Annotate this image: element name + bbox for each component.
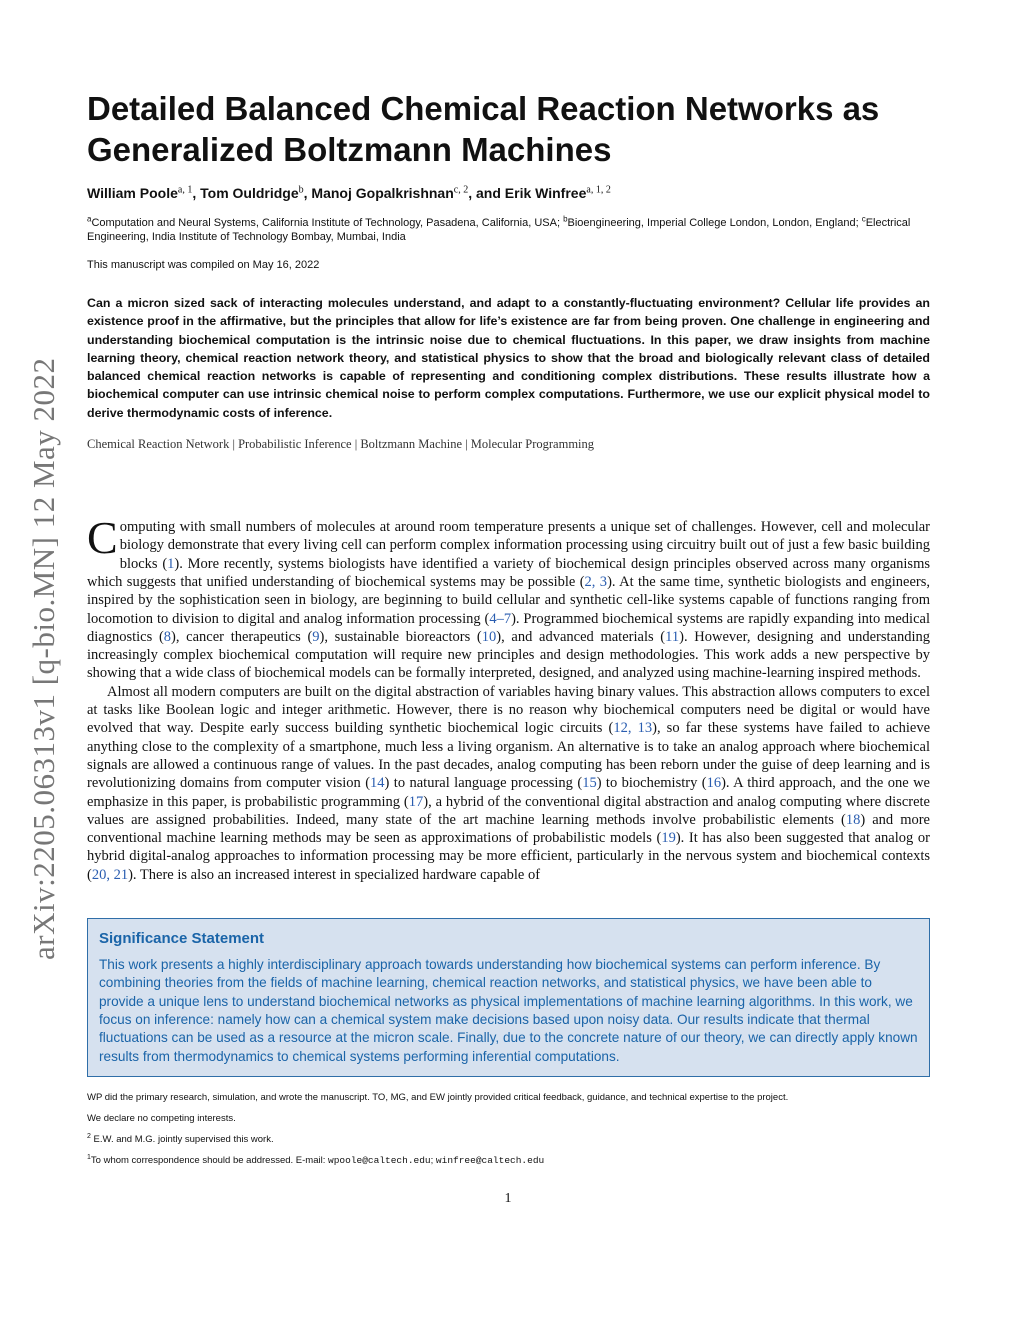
footnote-text: E.W. and M.G. jointly supervised this work. bbox=[90, 1133, 274, 1145]
body-text-run: ) to biochemistry ( bbox=[596, 775, 707, 792]
author-affiliation-mark: a, 1, 2 bbox=[586, 184, 611, 196]
body-text-run: ). More recently, systems biologists have identified a variety of biochemical design principles observed across many organisms which suggests that unified understanding of biochemical systems may be possible ( bbox=[87, 555, 930, 590]
body-text bbox=[87, 512, 931, 884]
body-text-run: ) to natural language processing ( bbox=[384, 775, 583, 792]
abstract: Can a micron sized sack of interacting molecules understand, and adapt to a constantly-fluctuating environment? Cellular life provides an existence proof in the affirmative, but the principles that allow for life’s existence are far from being proven. One challenge in engineering and understanding biochemical computation is the intrinsic noise due to chemical fluctuations. In this paper, we draw insights from machine learning theory, chemical reaction network theory, and statistical physics to show that the broad and biologically relevant class of detailed balanced chemical reaction networks is capable of representing and conditioning complex distributions. These results illustrate how a biochemical computer can use intrinsic chemical noise to perform complex computations. Furthermore, we use our explicit physical model to derive thermodynamic costs of inference. bbox=[87, 296, 930, 420]
body-text-run: ). A third approach, and the one we emphasize in this paper, is probabilistic programming ( bbox=[87, 775, 930, 810]
footnote-text: To whom correspondence should be addressed. E-mail: bbox=[90, 1154, 329, 1166]
author-name: Tom Ouldridge bbox=[200, 185, 299, 201]
affiliation: Computation and Neural Systems, California Institute of Technology, Pasadena, California, USA; bbox=[91, 217, 564, 229]
drop-cap: C bbox=[87, 512, 118, 564]
author-name: Erik Winfree bbox=[504, 185, 587, 201]
citation-link[interactable]: 10 bbox=[481, 628, 497, 645]
citation-link[interactable]: 11 bbox=[665, 628, 680, 645]
body-text-run: ), sustainable bioreactors ( bbox=[319, 628, 482, 645]
author-name: Manoj Gopalkrishnan bbox=[311, 185, 454, 201]
compiled-date: This manuscript was compiled on May 16, 2022 bbox=[87, 259, 320, 271]
body-text-run: ). Programmed biochemical systems are rapidly expanding into medical diagnostics ( bbox=[87, 610, 930, 645]
body-text-run: ), so far these systems have failed to achieve anything close to the complexity of a smartphone, much less a living organism. An alternative is to take an analog approach where biochemical signals are allowed a continuous range of values. In the past decades, analog computing has been reborn under the guise of deep learning and is revolutionizing domains from computer vision ( bbox=[87, 720, 931, 792]
citation-link[interactable]: 1 bbox=[167, 555, 175, 572]
arxiv-identifier-sidebar: arXiv:2205.06313v1 [q-bio.MN] 12 May 2022 bbox=[26, 357, 61, 960]
body-text-run: ). At the same time, synthetic biologists and engineers, inspired by the sophistication seen in biology, are beginning to build cellular and synthetic cell-like systems capable of functions ranging from locomotion to division to digital and analog information processing ( bbox=[87, 573, 930, 627]
affiliation-mark: c bbox=[861, 214, 866, 224]
body-text-run: ). However, designing and understanding increasingly complex biochemical computation will require new principles and design methodologies. This work adds a new perspective by showing that a wide class of biochemical models can be formally interpreted, designed, and analyzed using machine-learning inspired methods. bbox=[87, 628, 931, 682]
citation-link[interactable]: 18 bbox=[845, 811, 861, 828]
paper-title: Detailed Balanced Chemical Reaction Networks as Generalized Boltzmann Machines bbox=[87, 90, 880, 168]
body-text-run: ), and advanced materials ( bbox=[496, 628, 666, 645]
paragraph-text bbox=[87, 684, 930, 883]
citation-link[interactable]: 17 bbox=[408, 793, 424, 810]
citation-link[interactable]: 12, 13 bbox=[613, 720, 653, 737]
page-number: 1 bbox=[504, 1190, 512, 1206]
author-affiliation-mark: c, 2 bbox=[453, 184, 469, 196]
significance-statement-box bbox=[87, 918, 930, 1077]
body-text-run: ) and more conventional machine learning methods may be seen as approximations of probabilistic models ( bbox=[87, 811, 930, 847]
keywords: Chemical Reaction Network | Probabilistic Inference | Boltzmann Machine | Molecular Programming bbox=[87, 437, 595, 452]
significance-heading: Significance Statement bbox=[99, 930, 265, 948]
footnote-2 bbox=[87, 1133, 930, 1146]
paragraph-text bbox=[87, 512, 931, 682]
citation-link[interactable]: 2, 3 bbox=[584, 573, 608, 590]
body-text-run: Almost all modern computers are built on the digital abstraction of variables having binary values. This abstraction allows computers to excel at tasks like Boolean logic and integer arithmetic. However, there is no reason why biochemical computers need be digital or would have evolved that way. Despite early success building synthetic biochemical logic circuits ( bbox=[87, 683, 930, 737]
citation-link[interactable]: 9 bbox=[312, 628, 320, 645]
citation-link[interactable]: 19 bbox=[661, 830, 676, 847]
author-separator: , and bbox=[468, 185, 505, 201]
body-text-run: ), a hybrid of the conventional digital abstraction and analog computing where discrete values are assigned probabilities. Indeed, many state of the art machine learning methods involve probabilistic elements ( bbox=[87, 793, 930, 828]
body-text-run: ). There is also an increased interest in specialized hardware capable of bbox=[128, 866, 541, 883]
page-content bbox=[87, 0, 930, 1247]
body-paragraph bbox=[87, 683, 930, 884]
citation-link[interactable]: 16 bbox=[706, 775, 722, 792]
author-affiliation-mark: a, 1 bbox=[177, 184, 193, 196]
email-link[interactable]: wpoole@caltech.edu bbox=[328, 1154, 431, 1166]
footnote-mark: 1 bbox=[87, 1153, 91, 1161]
footnote-mark: 2 bbox=[87, 1132, 91, 1140]
author-list bbox=[87, 184, 930, 202]
email-link[interactable]: winfree@caltech.edu bbox=[435, 1154, 545, 1166]
affiliation: Electrical Engineering, India Institute of Technology Bombay, Mumbai, India bbox=[87, 217, 911, 243]
body-text-run: ). It has also been suggested that analog or hybrid digital-analog approaches to information processing may be more efficient, particularly in the nervous system and biochemical contexts ( bbox=[87, 830, 930, 883]
body-paragraph bbox=[87, 512, 931, 683]
body-text-run: ), cancer therapeutics ( bbox=[171, 628, 313, 645]
significance-text: This work presents a highly interdisciplinary approach towards understanding how biochemical systems can perform inference. By combining theories from the fields of machine learning, chemical reaction networks, and statistical physics, we have been able to provide a unique lens to understand biochemical networks as physical implementations of machine learning algorithms. In this work, we focus on inference: namely how can a chemical system make decisions based upon noisy data. Our results indicate that thermal fluctuations can be used as a resource at the micron scale. Finally, due to the concrete nature of our theory, we can directly apply known results from thermodynamics to chemical systems performing inferential computations. bbox=[99, 957, 918, 1064]
author-separator: , bbox=[303, 185, 312, 201]
author-affiliation-mark: b bbox=[298, 184, 304, 196]
affiliation: Bioengineering, Imperial College London, London, England; bbox=[567, 217, 862, 229]
citation-link[interactable]: 15 bbox=[582, 775, 597, 792]
competing-interests: We declare no competing interests. bbox=[87, 1112, 236, 1124]
author-separator: , bbox=[192, 185, 201, 201]
affiliations bbox=[87, 216, 930, 244]
citation-link[interactable]: 8 bbox=[163, 628, 172, 645]
body-text-run: omputing with small numbers of molecules at around room temperature presents a unique set of challenges. However, cell and molecular biology demonstrate that every living cell can perform complex information processing using circuitry built out of just a few basic building blocks ( bbox=[119, 519, 930, 572]
author-contributions: WP did the primary research, simulation, and wrote the manuscript. TO, MG, and EW jointly provided critical feedback, guidance, and technical expertise to the project. bbox=[87, 1091, 789, 1103]
footnote-1 bbox=[87, 1154, 930, 1167]
citation-link[interactable]: 14 bbox=[370, 775, 385, 792]
citation-link[interactable]: 4–7 bbox=[489, 610, 512, 627]
affiliation-mark: b bbox=[563, 214, 568, 224]
author-name: William Poole bbox=[87, 185, 178, 201]
citation-link[interactable]: 20, 21 bbox=[91, 866, 129, 883]
affiliation-mark: a bbox=[87, 214, 92, 224]
email-separator: ; bbox=[430, 1154, 436, 1166]
